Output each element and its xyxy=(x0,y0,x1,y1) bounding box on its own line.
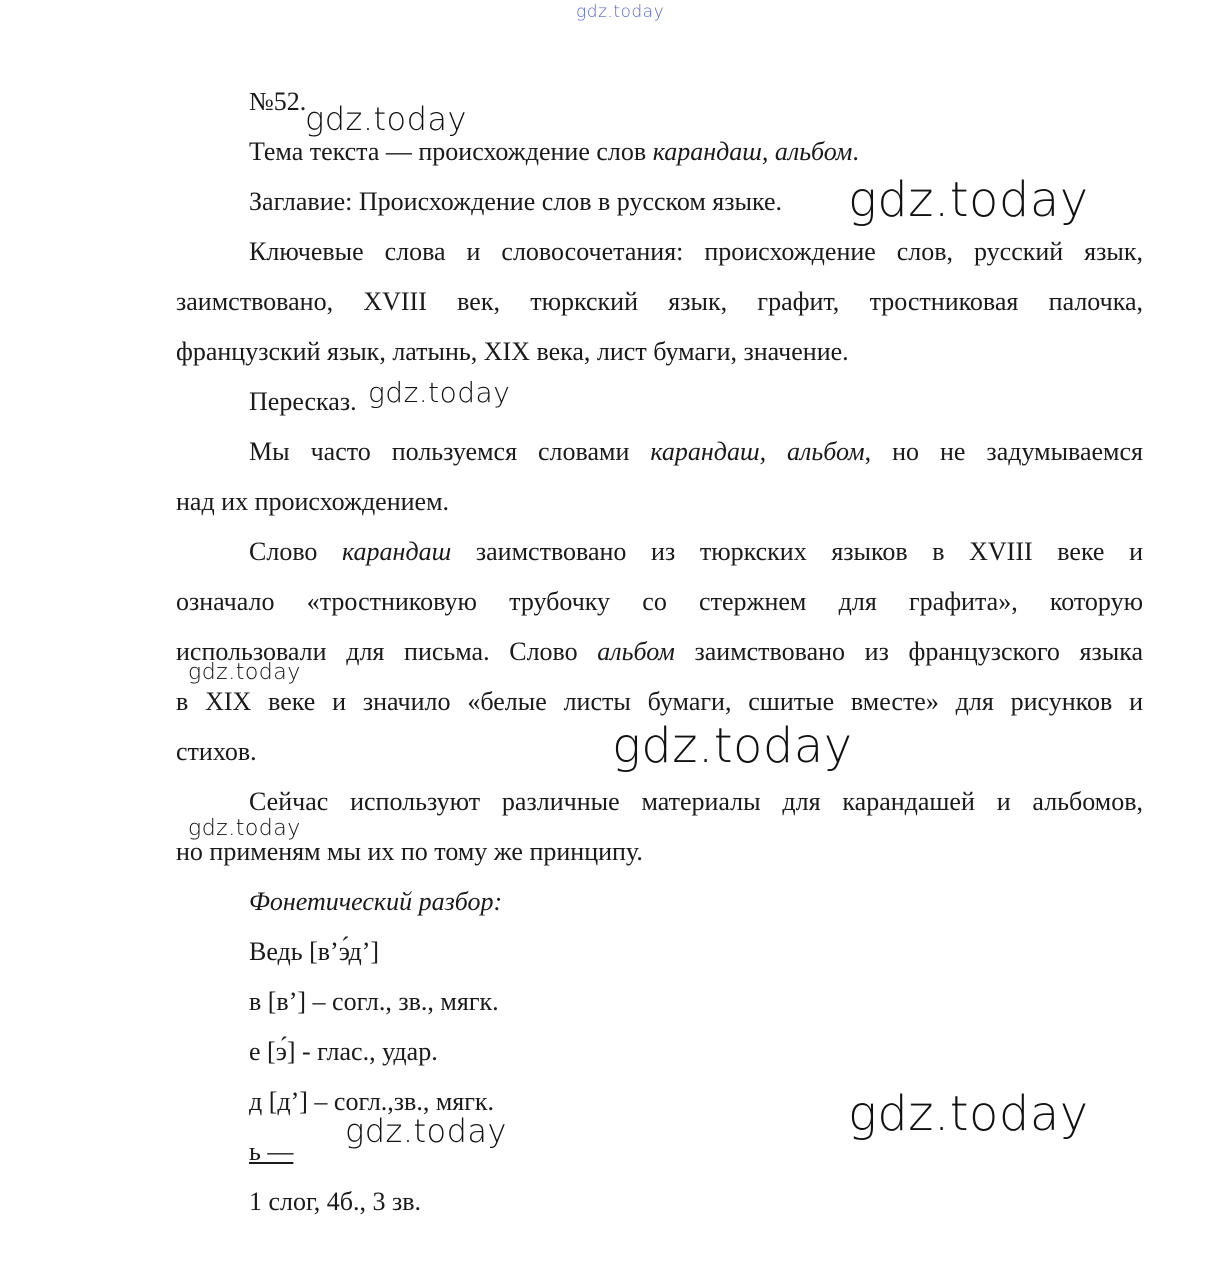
topic-words: карандаш, альбом xyxy=(652,137,853,166)
watermark: gdz.today xyxy=(305,100,467,138)
watermark: gdz.today xyxy=(188,816,301,841)
exercise-number: №52. xyxy=(249,87,307,116)
phonetic-label xyxy=(249,886,502,918)
p2-text-d: заимствовано из французского языка xyxy=(674,637,1143,666)
phonetic-label-text: Фонетический разбор: xyxy=(249,887,503,916)
watermark: gdz.today xyxy=(345,1112,507,1150)
word-transcription: Ведь [в’э́д’] xyxy=(249,937,380,966)
retelling-label: Пересказ. xyxy=(249,387,357,416)
paragraph-2-line-4: в XIX веке и значило «белые листы бумаги, сшитые вместе» для рисунков и xyxy=(176,687,1143,716)
p2-text-a: Слово xyxy=(249,537,343,566)
p2-text-b: заимствовано из тюркских языков в XVIII веке и xyxy=(451,537,1143,566)
paragraph-3-line-2: но применям мы их по тому же принципу. xyxy=(176,837,643,866)
topic-end: . xyxy=(852,137,859,166)
watermark: gdz.today xyxy=(188,660,301,685)
keywords-line-2: заимствовано, XVIII век, тюркский язык, графит, тростниковая палочка, xyxy=(176,287,1143,316)
p1-text-a: Мы часто пользуемся словами xyxy=(249,437,651,466)
paragraph-3-line-1: Сейчас используют различные материалы для карандашей и альбомов, xyxy=(249,787,1143,816)
p1-text-b: , но не задумываемся xyxy=(864,437,1144,466)
paragraph-1-line-1 xyxy=(249,436,1143,468)
p2-italic-2: альбом xyxy=(597,637,675,666)
p2-italic-1: карандаш xyxy=(342,537,452,566)
paragraph-2-line-3 xyxy=(176,636,1143,668)
title-line: Заглавие: Происхождение слов в русском языке. xyxy=(249,187,783,216)
watermark: gdz.today xyxy=(612,718,853,774)
watermark: gdz.today xyxy=(848,1086,1089,1142)
letter-d-analysis: д [д’] – согл.,зв., мягк. xyxy=(249,1087,495,1116)
watermark: gdz.today xyxy=(848,172,1089,228)
header-watermark: gdz.today xyxy=(576,2,665,22)
paragraph-1-line-2: над их происхождением. xyxy=(176,487,450,516)
paragraph-2-line-2: означало «тростниковую трубочку со стержнем для графита», которую xyxy=(176,587,1143,616)
p1-italic: карандаш, альбом xyxy=(650,437,865,466)
letter-e-analysis: е [э́] - глас., удар. xyxy=(249,1037,438,1066)
topic-line xyxy=(249,136,859,168)
p2-text-c: использовали для письма. Слово xyxy=(176,637,598,666)
keywords-line-1: Ключевые слова и словосочетания: происхождение слов, русский язык, xyxy=(249,237,1143,266)
soft-sign-analysis: ь — xyxy=(249,1137,294,1166)
letter-v-analysis: в [в’] – согл., зв., мягк. xyxy=(249,987,499,1016)
paragraph-2-line-5: стихов. xyxy=(176,737,257,766)
paragraph-2-line-1 xyxy=(249,536,1143,568)
topic-prefix: Тема текста — происхождение слов xyxy=(249,137,653,166)
keywords-line-3: французский язык, латынь, XIX века, лист бумаги, значение. xyxy=(176,337,849,366)
watermark: gdz.today xyxy=(368,376,511,409)
summary-line: 1 слог, 4б., 3 зв. xyxy=(249,1187,422,1216)
